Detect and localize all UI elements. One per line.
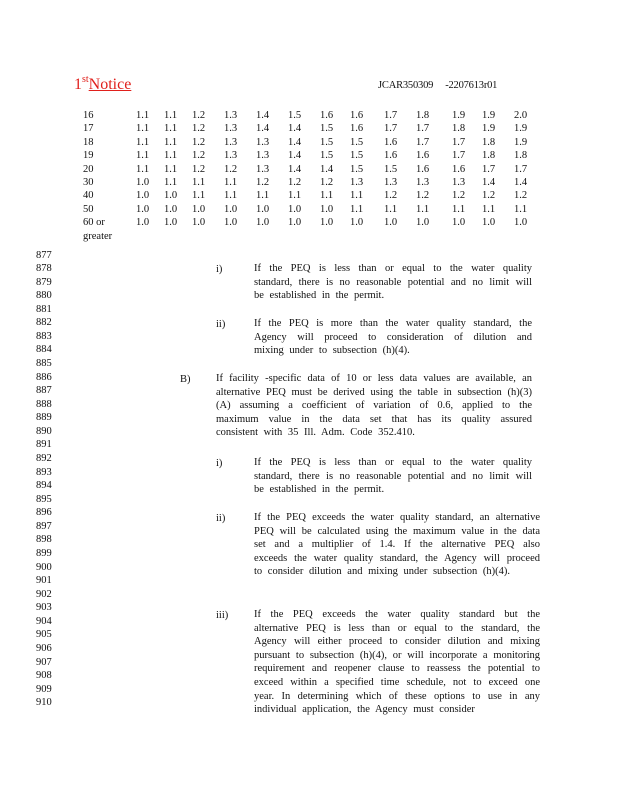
table-cell: 1.4 xyxy=(256,123,270,135)
line-number: 883 xyxy=(36,330,52,342)
line-number: 907 xyxy=(36,656,52,668)
table-cell: 1.4 xyxy=(320,163,334,175)
table-cell: 1.5 xyxy=(350,163,364,175)
table-cell: 1.6 xyxy=(384,150,398,162)
line-number: 899 xyxy=(36,548,52,560)
table-cell: 1.1 xyxy=(192,177,206,188)
table-row-label: 50 xyxy=(83,203,94,215)
table-cell: 1.6 xyxy=(416,163,430,175)
line-number: 897 xyxy=(36,520,52,532)
table-cell: 1.5 xyxy=(288,110,302,121)
table-cell: 1.0 xyxy=(256,217,270,229)
table-cell: 1.1 xyxy=(256,190,270,202)
table-cell: 1.3 xyxy=(416,177,430,188)
section-b-ii-label: ii) xyxy=(216,513,226,524)
table-cell: 1.1 xyxy=(192,190,206,202)
table-cell: 1.5 xyxy=(320,150,334,162)
table-cell: 1.2 xyxy=(224,163,238,175)
section-a-ii-label: ii) xyxy=(216,319,226,330)
line-number: 893 xyxy=(36,466,52,478)
table-cell: 1.6 xyxy=(350,110,364,121)
table-cell: 1.1 xyxy=(350,203,364,215)
section-b-ii-text: If the PEQ exceeds the water quality standard, an alternative PEQ will be calculated using the maximum value in the data set and a multiplier of 1.4. If the alternative PEQ also exceeds the water quality standard, the Agency will proceed to consider dilution and mixing under subsection (h)(4). xyxy=(254,512,540,578)
table-cell: 1.7 xyxy=(482,163,496,175)
table-cell: 1.0 xyxy=(416,217,430,229)
line-number: 888 xyxy=(36,398,52,410)
notice-superscript: st xyxy=(82,74,89,85)
line-number: 878 xyxy=(36,263,52,275)
table-row-label: 60 or xyxy=(83,217,105,229)
table-cell: 1.1 xyxy=(164,123,178,135)
table-cell: 1.3 xyxy=(256,150,270,162)
table-row-label: 40 xyxy=(83,190,94,202)
line-number: 894 xyxy=(36,480,52,492)
line-number: 910 xyxy=(36,697,52,709)
line-number: 890 xyxy=(36,425,52,437)
table-cell: 1.9 xyxy=(482,110,496,121)
table-cell: 1.0 xyxy=(164,217,178,229)
table-cell: 1.2 xyxy=(514,190,528,202)
line-number: 880 xyxy=(36,290,52,302)
table-cell: 1.0 xyxy=(288,203,302,215)
table-cell: 1.1 xyxy=(320,190,334,202)
line-number: 903 xyxy=(36,602,52,614)
section-b-label: B) xyxy=(180,374,191,385)
table-cell: 1.7 xyxy=(452,136,466,148)
notice-word: Notice xyxy=(88,76,132,93)
table-cell: 1.8 xyxy=(452,123,466,135)
notice-number: 1 xyxy=(74,76,82,93)
table-cell: 1.2 xyxy=(192,136,206,148)
table-cell: 1.0 xyxy=(288,217,302,229)
table-cell: 1.0 xyxy=(350,217,364,229)
table-cell: 1.8 xyxy=(482,136,496,148)
table-cell: 1.1 xyxy=(136,136,150,148)
table-cell: 1.0 xyxy=(320,203,334,215)
table-cell: 1.1 xyxy=(136,163,150,175)
table-row-label: greater xyxy=(83,230,113,242)
table-cell: 1.0 xyxy=(514,217,528,229)
table-cell: 1.0 xyxy=(384,217,398,229)
table-cell: 1.2 xyxy=(288,177,302,188)
table-cell: 1.5 xyxy=(350,150,364,162)
table-row-label: 20 xyxy=(83,163,94,175)
section-b-i-label: i) xyxy=(216,458,223,469)
line-number: 877 xyxy=(36,249,52,261)
line-number: 901 xyxy=(36,575,52,587)
section-a-i-text: If the PEQ is less than or equal to the water quality standard, there is no reasonable potential and no limit will be established in the permit. xyxy=(254,263,532,302)
table-cell: 1.7 xyxy=(416,123,430,135)
table-cell: 1.1 xyxy=(452,203,466,215)
table-cell: 1.0 xyxy=(256,203,270,215)
table-cell: 1.7 xyxy=(452,150,466,162)
table-cell: 1.0 xyxy=(164,190,178,202)
table-cell: 1.3 xyxy=(350,177,364,188)
section-a-ii-text: If the PEQ is more than the water quality standard, the Agency will proceed to consideration of dilution and mixing under to subsection (h)(4). xyxy=(254,318,532,357)
table-cell: 1.3 xyxy=(224,123,238,135)
table-cell: 1.1 xyxy=(136,110,150,121)
table-cell: 1.7 xyxy=(514,163,528,175)
table-cell: 1.7 xyxy=(384,123,398,135)
table-cell: 1.7 xyxy=(416,136,430,148)
table-cell: 1.2 xyxy=(256,177,270,188)
line-number: 885 xyxy=(36,358,52,370)
table-cell: 1.0 xyxy=(164,203,178,215)
table-cell: 1.5 xyxy=(320,123,334,135)
table-cell: 1.1 xyxy=(224,177,238,188)
line-number: 896 xyxy=(36,507,52,519)
line-number: 905 xyxy=(36,629,52,641)
table-cell: 1.2 xyxy=(384,190,398,202)
table-cell: 1.7 xyxy=(384,110,398,121)
line-number: 892 xyxy=(36,453,52,465)
line-number: 881 xyxy=(36,303,52,315)
section-b-iii-text: If the PEQ exceeds the water quality standard but the alternative PEQ is less than or equal to the standard, the Agency will either proceed to consider dilution and mixing pursuant to subsection (h)(4), or will incorporate a monitoring requirement and reopener clause to reassess the potential to exceed within a specified time schedule, not to exceed one year. In determining which of these options to use in any individual application, the Agency must consider xyxy=(254,609,540,716)
table-cell: 1.0 xyxy=(136,177,150,188)
table-cell: 1.5 xyxy=(350,136,364,148)
section-b-i-text: If the PEQ is less than or equal to the water quality standard, there is no reasonable potential and no limit will be established in the permit. xyxy=(254,457,532,496)
table-cell: 1.1 xyxy=(514,203,528,215)
table-cell: 1.6 xyxy=(416,150,430,162)
table-cell: 1.2 xyxy=(416,190,430,202)
table-cell: 1.0 xyxy=(136,203,150,215)
table-cell: 1.1 xyxy=(164,177,178,188)
table-cell: 1.9 xyxy=(514,136,528,148)
line-number: 887 xyxy=(36,385,52,397)
line-number: 895 xyxy=(36,493,52,505)
table-cell: 1.3 xyxy=(224,136,238,148)
line-number: 884 xyxy=(36,344,52,356)
table-cell: 1.2 xyxy=(320,177,334,188)
table-cell: 1.3 xyxy=(224,110,238,121)
section-b-iii-label: iii) xyxy=(216,610,229,621)
table-cell: 1.5 xyxy=(384,163,398,175)
table-cell: 1.1 xyxy=(482,203,496,215)
line-number: 900 xyxy=(36,561,52,573)
table-cell: 1.1 xyxy=(288,190,302,202)
table-cell: 1.8 xyxy=(482,150,496,162)
line-number: 904 xyxy=(36,615,52,627)
table-cell: 1.1 xyxy=(416,203,430,215)
table-cell: 1.4 xyxy=(288,136,302,148)
table-cell: 1.1 xyxy=(350,190,364,202)
table-cell: 1.0 xyxy=(320,217,334,229)
table-cell: 1.0 xyxy=(224,203,238,215)
line-number: 891 xyxy=(36,439,52,451)
table-cell: 1.2 xyxy=(192,150,206,162)
table-row-label: 18 xyxy=(83,136,94,148)
notice-heading xyxy=(74,74,131,94)
table-cell: 1.4 xyxy=(288,150,302,162)
table-cell: 1.1 xyxy=(224,190,238,202)
line-number: 889 xyxy=(36,412,52,424)
table-cell: 1.0 xyxy=(482,217,496,229)
table-cell: 1.9 xyxy=(482,123,496,135)
table-cell: 1.4 xyxy=(288,123,302,135)
section-b-text: If facility -specific data of 10 or less data values are available, an alternative PEQ must be derived using the table in subsection (h)(3)(A) assuming a coefficient of variation of 0.6, applied to the maximum value in the data set that has its quality assured consistent with 35 Ill. Adm. Code 352.410. xyxy=(216,373,532,439)
table-cell: 1.6 xyxy=(384,136,398,148)
doc-code: JCAR350309 xyxy=(378,80,434,91)
table-cell: 1.3 xyxy=(224,150,238,162)
table-cell: 1.2 xyxy=(452,190,466,202)
table-cell: 1.4 xyxy=(514,177,528,188)
line-number: 882 xyxy=(36,317,52,329)
table-row-label: 17 xyxy=(83,123,94,135)
table-cell: 1.5 xyxy=(320,136,334,148)
line-number: 908 xyxy=(36,670,52,682)
table-cell: 1.0 xyxy=(136,190,150,202)
table-cell: 1.0 xyxy=(192,217,206,229)
table-cell: 1.8 xyxy=(416,110,430,121)
table-cell: 1.1 xyxy=(136,150,150,162)
table-cell: 1.0 xyxy=(136,217,150,229)
table-cell: 1.1 xyxy=(164,136,178,148)
table-cell: 1.8 xyxy=(514,150,528,162)
table-cell: 1.6 xyxy=(350,123,364,135)
table-cell: 1.4 xyxy=(482,177,496,188)
table-cell: 1.9 xyxy=(452,110,466,121)
table-row-label: 19 xyxy=(83,150,94,162)
table-cell: 1.0 xyxy=(452,217,466,229)
document-code xyxy=(378,80,497,91)
line-number: 898 xyxy=(36,534,52,546)
table-cell: 1.0 xyxy=(224,217,238,229)
line-number: 909 xyxy=(36,683,52,695)
table-cell: 1.1 xyxy=(136,123,150,135)
table-cell: 1.4 xyxy=(256,110,270,121)
table-cell: 1.3 xyxy=(452,177,466,188)
table-cell: 1.1 xyxy=(164,150,178,162)
doc-revision: -2207613r01 xyxy=(445,80,498,91)
table-cell: 1.3 xyxy=(256,136,270,148)
table-cell: 1.9 xyxy=(514,123,528,135)
table-cell: 1.1 xyxy=(164,110,178,121)
table-cell: 1.1 xyxy=(384,203,398,215)
table-cell: 1.2 xyxy=(482,190,496,202)
line-number: 886 xyxy=(36,371,52,383)
table-cell: 1.6 xyxy=(320,110,334,121)
table-row-label: 30 xyxy=(83,177,94,188)
table-cell: 2.0 xyxy=(514,110,528,121)
line-number: 879 xyxy=(36,276,52,288)
section-a-i-label: i) xyxy=(216,264,223,275)
table-cell: 1.3 xyxy=(384,177,398,188)
table-cell: 1.1 xyxy=(164,163,178,175)
table-cell: 1.2 xyxy=(192,123,206,135)
line-number: 902 xyxy=(36,588,52,600)
table-cell: 1.3 xyxy=(256,163,270,175)
line-number: 906 xyxy=(36,643,52,655)
table-cell: 1.4 xyxy=(288,163,302,175)
table-cell: 1.0 xyxy=(192,203,206,215)
table-cell: 1.2 xyxy=(192,163,206,175)
table-cell: 1.2 xyxy=(192,110,206,121)
table-cell: 1.6 xyxy=(452,163,466,175)
table-row-label: 16 xyxy=(83,110,94,121)
